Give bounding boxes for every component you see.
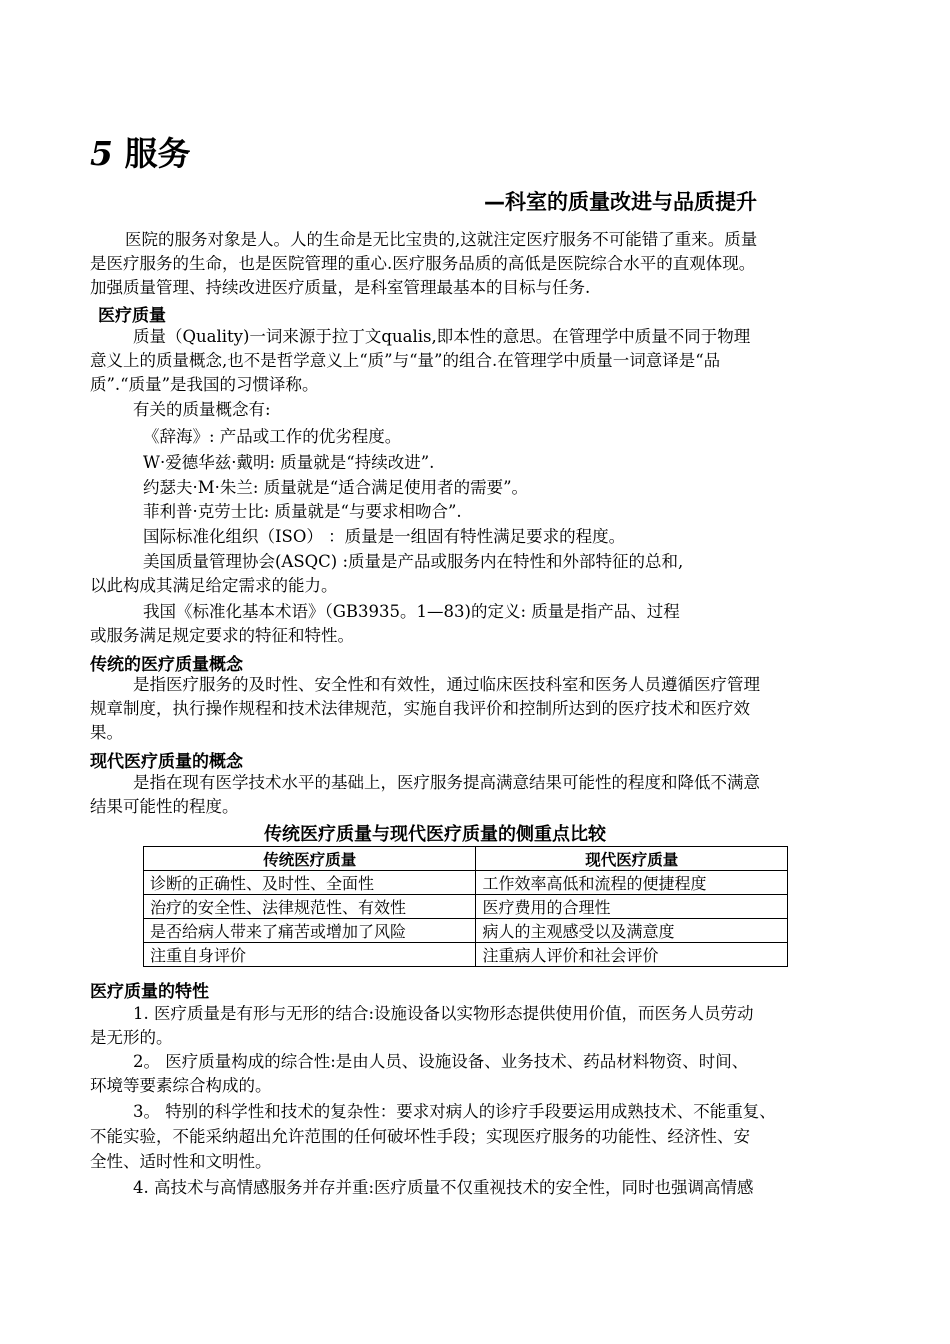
feature-line: 2。 医疗质量构成的综合性:是由人员、设施设备、业务技术、药品材料物资、时间、 <box>133 1052 749 1071</box>
table-row <box>144 895 788 919</box>
traditional-line: 规章制度，执行操作规程和技术法律规范，实施自我评价和控制所达到的医疗技术和医疗效 <box>90 699 750 718</box>
quality-line: 意义上的质量概念,也不是哲学意义上“质”与“量”的组合.在管理学中质量一词意译是“品 <box>90 351 721 370</box>
table-row <box>144 871 788 895</box>
quality-definition: 或服务满足规定要求的特征和特性。 <box>90 626 354 645</box>
table-header-cell: 现代医疗质量 <box>476 847 788 871</box>
section-heading-features: 医疗质量的特性 <box>90 982 209 1002</box>
chapter-title <box>90 128 190 175</box>
quality-definition: 菲利普·克劳士比: 质量就是“与要求相吻合”. <box>143 502 462 521</box>
table-cell: 治疗的安全性、法律规范性、有效性 <box>144 895 476 919</box>
feature-line: 3。 特别的科学性和技术的复杂性：要求对病人的诊疗手段要运用成熟技术、不能重复、 <box>133 1102 776 1121</box>
document-subtitle: —科室的质量改进与品质提升 <box>484 190 757 214</box>
table-row <box>144 943 788 967</box>
table-cell: 病人的主观感受以及满意度 <box>476 919 788 943</box>
section-heading-quality: 医疗质量 <box>98 306 166 326</box>
table-cell: 注重病人评价和社会评价 <box>476 943 788 967</box>
table-cell: 工作效率高低和流程的便捷程度 <box>476 871 788 895</box>
feature-line: 不能实验，不能采纳超出允许范围的任何破坏性手段；实现医疗服务的功能性、经济性、安 <box>90 1127 750 1146</box>
table-cell: 是否给病人带来了痛苦或增加了风险 <box>144 919 476 943</box>
table-title: 传统医疗质量与现代医疗质量的侧重点比较 <box>264 824 606 845</box>
traditional-line: 果。 <box>90 723 123 742</box>
intro-line: 医院的服务对象是人。人的生命是无比宝贵的,这就注定医疗服务不可能错了重来。质量 <box>125 230 758 249</box>
chapter-number: 5 <box>90 134 113 173</box>
quality-line: 质”.“质量”是我国的习惯译称。 <box>90 375 319 394</box>
feature-line: 是无形的。 <box>90 1028 173 1047</box>
quality-definition: 我国《标准化基本术语》（GB3935。1—83)的定义: 质量是指产品、过程 <box>143 602 680 621</box>
traditional-line: 是指医疗服务的及时性、安全性和有效性，通过临床医技科室和医务人员遵循医疗管理 <box>133 675 760 694</box>
quality-line: 有关的质量概念有: <box>133 400 271 419</box>
intro-line: 加强质量管理、持续改进医疗质量，是科室管理最基本的目标与任务. <box>90 278 591 297</box>
quality-definition: 《辞海》: 产品或工作的优劣程度。 <box>143 427 402 446</box>
table-header-cell: 传统医疗质量 <box>144 847 476 871</box>
table-cell: 诊断的正确性、及时性、全面性 <box>144 871 476 895</box>
table-header-row <box>144 847 788 871</box>
quality-definition: 以此构成其满足给定需求的能力。 <box>90 576 338 595</box>
table-cell: 医疗费用的合理性 <box>476 895 788 919</box>
section-heading-traditional: 传统的医疗质量概念 <box>90 655 243 675</box>
quality-line: 质量（Quality)一词来源于拉丁文qualis,即本性的意思。在管理学中质量不同于物理 <box>133 327 751 346</box>
quality-definition: 美国质量管理协会(ASQC) :质量是产品或服务内在特性和外部特征的总和, <box>143 552 684 571</box>
feature-line: 4. 高技术与高情感服务并存并重:医疗质量不仅重视技术的安全性，同时也强调高情感 <box>133 1178 754 1197</box>
section-heading-modern: 现代医疗质量的概念 <box>90 752 243 772</box>
chapter-name: 服务 <box>124 134 191 173</box>
table-row <box>144 919 788 943</box>
quality-definition: 约瑟夫·M·朱兰: 质量就是“适合满足使用者的需要”。 <box>143 478 529 497</box>
feature-line: 环境等要素综合构成的。 <box>90 1076 272 1095</box>
quality-definition: W·爱德华兹·戴明: 质量就是“持续改进”. <box>143 453 435 472</box>
modern-line: 结果可能性的程度。 <box>90 797 239 816</box>
feature-line: 全性、适时性和文明性。 <box>90 1152 272 1171</box>
quality-definition: 国际标准化组织（ISO） ：质量是一组固有特性满足要求的程度。 <box>143 527 626 546</box>
table-cell: 注重自身评价 <box>144 943 476 967</box>
comparison-table <box>143 846 788 967</box>
intro-line: 是医疗服务的生命，也是医院管理的重心.医疗服务品质的高低是医院综合水平的直观体现。 <box>90 254 756 273</box>
modern-line: 是指在现有医学技术水平的基础上，医疗服务提高满意结果可能性的程度和降低不满意 <box>133 773 760 792</box>
feature-line: 1. 医疗质量是有形与无形的结合:设施设备以实物形态提供使用价值，而医务人员劳动 <box>133 1004 754 1023</box>
